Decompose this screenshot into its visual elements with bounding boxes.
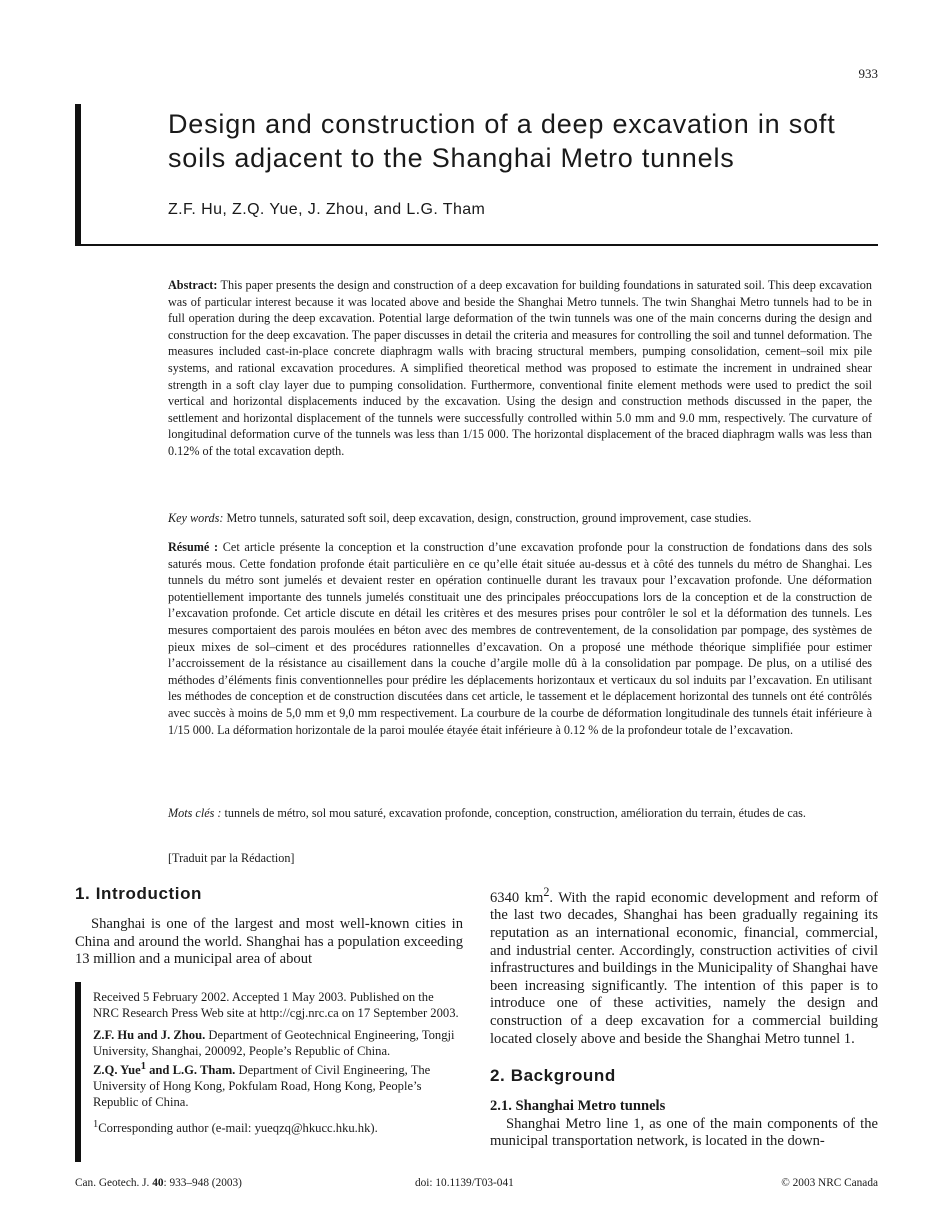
resume (168, 539, 872, 738)
right-column (490, 884, 878, 1151)
intro-area-value: 6340 km (490, 889, 544, 906)
intro-area-sup: 2 (543, 885, 550, 899)
mots-cles (168, 805, 872, 822)
affiliation-hu-zhou (93, 1028, 459, 1059)
footer-journal: Can. Geotech. J. (75, 1177, 150, 1189)
background-paragraph: Shanghai Metro line 1, as one of the main components of the municipal transportation network, is located in the down- (490, 1115, 878, 1150)
title-accent-bar (75, 104, 81, 246)
received-dates: Received 5 February 2002. Accepted 1 May 2003. Published on the NRC Research Press Web site at http://cgj.nrc.ca on 17 September 2003. (93, 990, 459, 1020)
title-rule (81, 244, 878, 246)
footer-doi: doi: 10.1139/T03-041 (415, 1177, 514, 1189)
corresponding-sup: 1 (93, 1119, 99, 1131)
footer-volume: 40 (152, 1177, 164, 1189)
mots-cles-label: Mots clés : (168, 806, 222, 820)
intro-paragraph-rest: . With the rapid economic development and reform of the last two decades, Shanghai has been gradually regaining its reputation as an international economic, financial, commercial, and industrial center. Accordingly, construction activities of civil infrastructures and buildings in the Municipality of Shanghai have been increasing significantly. The intention of this paper is to introduce one of these activities, namely the design and construction of a deep excavation for a commercial building located closely above and beside the Shanghai Metro tunnel 1. (490, 889, 878, 1047)
footer-pages: : 933–948 (2003) (163, 1177, 242, 1189)
keywords (168, 510, 872, 527)
affiliation-yue-tham (93, 1059, 459, 1110)
footer-copyright: © 2003 NRC Canada (781, 1177, 878, 1189)
affiliation-hu-zhou-names: Z.F. Hu and J. Zhou. (93, 1028, 206, 1043)
affiliation-yue-name: Z.Q. Yue (93, 1063, 141, 1078)
translation-note: [Traduit par la Rédaction] (168, 851, 295, 865)
abstract (168, 277, 872, 460)
keywords-text: Metro tunnels, saturated soft soil, deep excavation, design, construction, ground improvement, case studies. (226, 511, 752, 525)
metro-tunnels-subheading: 2.1. Shanghai Metro tunnels (490, 1098, 666, 1115)
received-content (93, 990, 459, 1144)
received-accent-bar (75, 982, 81, 1162)
affiliation-tham-name: and L.G. Tham. (149, 1063, 236, 1078)
left-column (75, 884, 463, 969)
introduction-heading: 1. Introduction (75, 884, 203, 903)
resume-text: Cet article présente la conception et la construction d’une excavation profonde pour la construction de fondations dans des sols saturés mous. Cette fondation profonde était particulière en ce qu’elle était située au-dessus et à côté des tunnels du métro de Shanghai. Les tunnels du métro sont jumelés et devaient rester en opération continuelle durant les travaux pour l’excavation profonde. Une déformation potentiellement importante des tunnels jumelés constituait une des principales préoccupations lors de la conception et de la construction de l’excavation profonde. Cet article discute en détail les critères et des mesures prises pour contrôler le sol et la déformation des tunnels. Les mesures comportaient des parois moulées en béton avec des membres de contreventement, de la consolidation par pompage, des systèmes de pieux mixes de sol–ciment et des procédures rationnelles d’excavation. On a proposé une méthode théorique simplifiée pour estimer l’accroissement de la résistance au cisaillement dans la couche d’argile molle dû à la consolidation par pompage. De plus, on a utilisé des méthodes d’éléments finis conventionnelles pour prédire les déplacements horizontaux et verticaux du sol induits par l’excavation. En utilisant les méthodes de conception et de construction discutées dans cet article, le tassement et le déplacement horizontal des tunnels ont été contrôlés avec succès à moins de 5,0 mm et 9,0 mm respectivement. La courbure de la courbe de déformation longitudinale des tunnels était inférieure à 1/15 000. La déformation horizontale de la paroi moulée étayée était inférieure à 0.12 % de la profondeur totale de l’excavation. (168, 540, 873, 737)
keywords-label: Key words: (168, 511, 224, 525)
abstract-text: This paper presents the design and construction of a deep excavation for building foundations in saturated soil. This deep excavation was of particular interest because it was located above and beside the Shanghai Metro tunnels. The twin Shanghai Metro tunnels had to be in full operation during the deep excavation. Potential large deformation of the twin tunnels was one of the main concerns during the design and construction for the deep excavation. The paper discusses in detail the criteria and measures for controlling the soil and tunnel deformation. The measures included cast-in-place concrete diaphragm walls with bracing structural members, pumping consolidation, cement–soil mix pile systems, and rational excavation procedures. A simplified theoretical method was proposed to estimate the increment in undrained shear strength in a soft clay layer due to pumping consolidation. Furthermore, conventional finite element methods were used to predict the soil vertical and horizontal displacements induced by the excavation. Using the design and construction methods discussed in the paper, the settlement and horizontal displacement of the tunnels were successfully controlled within 5.0 mm and 9.0 mm, respectively. The curvature of longitudinal deformation curve of the tunnels was less than 1/15 000. The horizontal displacement of the braced diaphragm walls was less than 0.12% of the total excavation depth. (168, 278, 872, 458)
mots-cles-text: tunnels de métro, sol mou saturé, excavation profonde, conception, construction, amélioration du terrain, études de cas. (224, 806, 806, 820)
paper-authors: Z.F. Hu, Z.Q. Yue, J. Zhou, and L.G. Tham (168, 201, 486, 218)
page-number: 933 (858, 66, 878, 81)
footer-citation (75, 1177, 242, 1189)
resume-label: Résumé : (168, 540, 219, 554)
affiliation-hu-zhou-text: Department of Geotechnical Engineering, Tongji University, Shanghai, 200092, People’s Republic of China. (93, 1028, 455, 1058)
introduction-paragraph-left: Shanghai is one of the largest and most well-known cities in China and around the world. Shanghai has a population exceeding 13 million and a municipal area of about (75, 916, 463, 968)
affiliation-yue-tham-text: Department of Civil Engineering, The University of Hong Kong, Pokfulam Road, Hong Kong, People’s Republic of China. (93, 1063, 431, 1109)
background-heading: 2. Background (490, 1066, 616, 1086)
corresponding-text: Corresponding author (e-mail: yueqzq@hkucc.hku.hk). (98, 1121, 378, 1136)
affiliation-yue-sup: 1 (140, 1061, 146, 1073)
corresponding-author (93, 1117, 459, 1137)
introduction-paragraph-right (490, 884, 878, 1048)
paper-title: Design and construction of a deep excavation in soft soils adjacent to the Shanghai Metro tunnels (168, 109, 836, 173)
abstract-label: Abstract: (168, 278, 218, 292)
received-box (75, 982, 463, 1162)
